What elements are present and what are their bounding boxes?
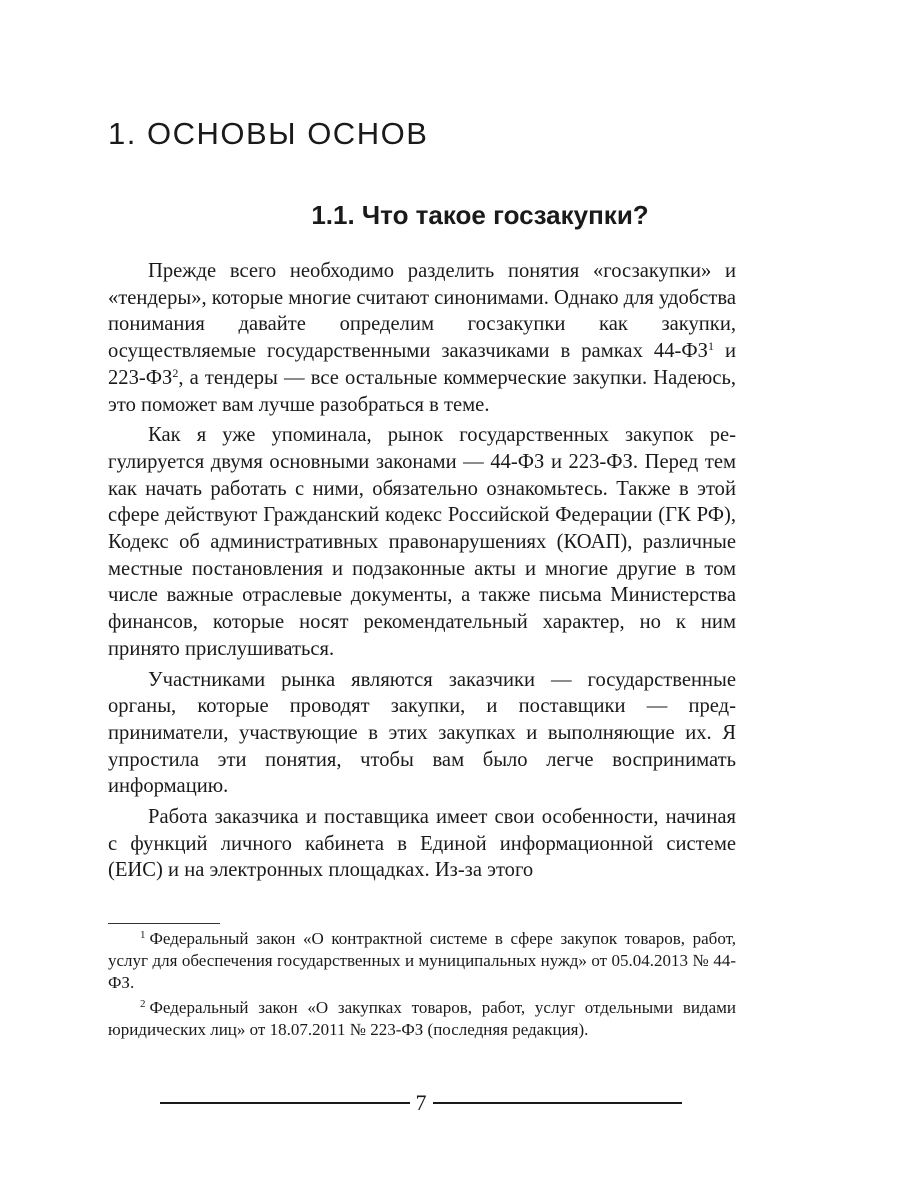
section-title: 1.1. Что такое госзакупки? bbox=[311, 200, 649, 230]
footer-rule-left bbox=[160, 1102, 410, 1104]
paragraph-2: Как я уже упоминала, рынок государственных закупок регулируется двумя основными законами — 44-ФЗ и 223-ФЗ. Перед тем как начать работать с ними, обязательно ознакомьтесь. Также в этой сфере действуют Гражданский кодекс Российской Федерации (ГК РФ), Кодекс об административных правонарушениях (КОАП), различные местные постановления и подзаконные акты и многие другие в том числе важные отраслевые документы, а также письма Министерства финансов, которые носят рекомендательный характер, но к ним принято прислушиваться. bbox=[108, 424, 736, 660]
footnote-1 bbox=[108, 928, 736, 994]
paragraph-1-text-c: , а тендеры — все остальные коммерческие закупки. Надеюсь, это поможет вам лучше разобраться в теме. bbox=[108, 366, 736, 416]
page-number: 7 bbox=[415, 1090, 427, 1115]
footer-rule-right bbox=[433, 1102, 683, 1104]
footnote-1-text: Федеральный закон «О контрактной системе в сфере закупок товаров, работ, услуг для обеспечения государственных и муниципальных нужд» от 05.04.2013 № 44-ФЗ. bbox=[108, 929, 736, 992]
chapter-title: 1. ОСНОВЫ ОСНОВ bbox=[108, 116, 429, 151]
paragraph-1 bbox=[108, 258, 736, 418]
footnotes bbox=[108, 928, 736, 1044]
footnote-2-mark: 2 bbox=[140, 998, 146, 1010]
footnote-1-mark: 1 bbox=[140, 929, 146, 941]
body-text bbox=[108, 258, 736, 888]
footnote-ref-1[interactable]: 1 bbox=[707, 339, 714, 354]
paragraph-1-text-a: Прежде всего необходимо разделить понятия «госзакупки» и «тендеры», которые многие считают синонимами. Однако для удобства понимания давайте определим госзакупки как закупки, осуществляемые государственными заказчиками в рамках 44-ФЗ bbox=[108, 260, 737, 363]
footnote-2-text: Федеральный закон «О закупках товаров, работ, услуг отдельными видами юридических лиц» от 18.07.2011 № 223-ФЗ (последняя редакция). bbox=[108, 998, 736, 1039]
footnote-2 bbox=[108, 997, 736, 1041]
footnote-divider bbox=[108, 923, 220, 924]
paragraph-1-text-b: и 223-ФЗ bbox=[108, 340, 736, 389]
paragraph-4: Работа заказчика и поставщика имеет свои особенности, начиная с функций личного кабинета в Единой информационной системе (ЕИС) и на электронных площадках. Из-за этого bbox=[108, 806, 736, 882]
page-footer bbox=[160, 1088, 682, 1118]
footnote-ref-2[interactable]: 2 bbox=[172, 365, 179, 380]
paragraph-3: Участниками рынка являются заказчики — государственные органы, которые проводят закупки, и поставщики — предприниматели, участвующие в этих закупках и выполняющие их. Я упростила эти понятия, чтобы вам было легче воспринимать информацию. bbox=[108, 668, 736, 798]
